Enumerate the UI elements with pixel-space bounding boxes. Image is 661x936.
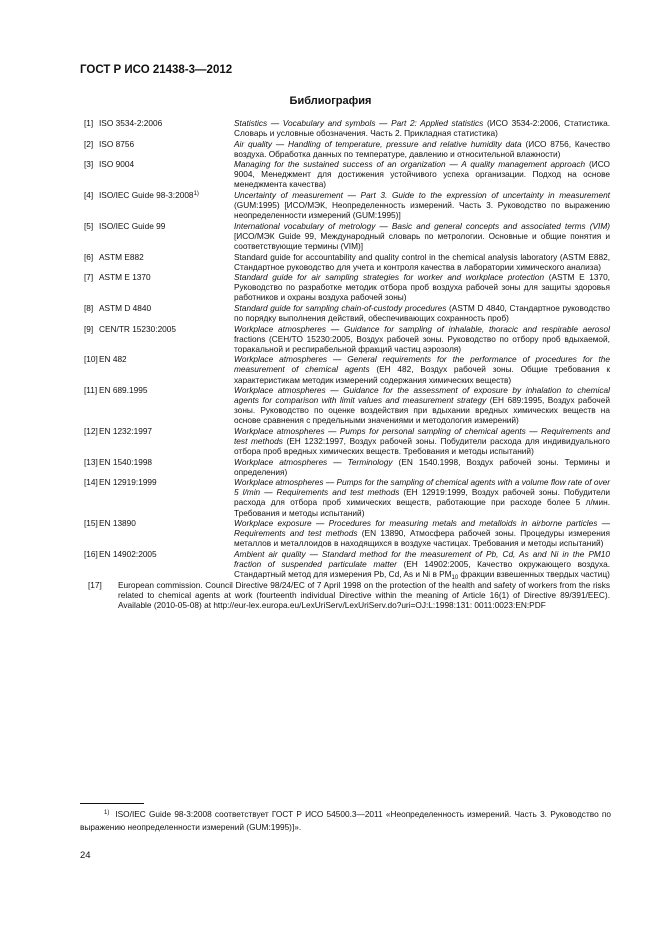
entry-reference — [99, 190, 199, 200]
entry-reference: EN 12919:1999 — [99, 477, 157, 488]
entry-text: [ИСО/МЭК Guide 99, Международный словарь по метрологии. Основные и общие понятия и соответствующие термины (VIM)] — [234, 230, 610, 251]
entry-number: [9] — [84, 323, 94, 334]
entry-title: Ambient air quality — Standard method for the measurement of Pb, Cd, As and Ni in the PM10 fraction of suspended particulate matter — [234, 548, 610, 569]
footnote-ref-mark: 1) — [193, 191, 199, 198]
entry-text: (ASTM E 1370, Руководство по разработке методик отбора проб воздуха рабочей зоны для защиты здоровья работников и охраны воздуха рабочей зоны) — [234, 272, 610, 303]
entry-reference: ASTM E 1370 — [99, 272, 151, 283]
entry-number: [15] — [84, 518, 98, 529]
entry-reference: ISO/IEC Guide 99 — [99, 220, 166, 231]
entry-description — [234, 139, 610, 159]
bibliography-entry — [84, 221, 610, 251]
footnote-separator — [80, 803, 144, 804]
entry-text: Standard guide for accountability and quality control in the chemical analysis laboratory (ASTM E882, Стандартное руководство для учета и контроля качества в лаборатории химического анализа) — [234, 251, 610, 272]
bibliography-entry — [84, 118, 610, 138]
entry-number: [11] — [84, 385, 98, 396]
entry-number: [13] — [84, 456, 98, 467]
entry-text-tail: фракции взвешенных твердых частиц) — [458, 568, 610, 579]
entry-text: (EH 482, Воздух рабочей зоны. Общие требования к характеристикам методик измерений содержания химических веществ) — [234, 364, 610, 385]
entry-text: (ИСО 3534-2:2006, Статистика. Словарь и условные обозначения. Часть 2. Прикладная статистика) — [234, 118, 610, 139]
bibliography-entry — [84, 518, 610, 548]
entry-description — [234, 324, 610, 354]
entry-description — [234, 477, 610, 517]
entry-reference: EN 1232:1997 — [99, 425, 153, 436]
subscript-text: 10 — [451, 574, 459, 581]
entry-title: Workplace atmospheres — General requirements for the performance of procedures for the measurement of chemical agents — [234, 354, 610, 375]
entry-number: [4] — [84, 190, 94, 201]
entry-title: Workplace atmospheres — Pumps for personal sampling of chemical agents — Requirements and test methods — [234, 425, 610, 446]
entry-title: International vocabulary of metrology — Basic and general concepts and associated terms (VIM) — [234, 220, 610, 231]
entry-title: Standard guide for sampling chain-of-custody procedures — [234, 303, 447, 313]
entry-description — [234, 385, 610, 425]
bibliography-entry — [84, 190, 610, 220]
entry-title: Workplace exposure — Procedures for measuring metals and metalloids in airborne particles — Requirements and test methods — [234, 518, 610, 539]
bibliography-entry — [84, 477, 610, 517]
page-number: 24 — [80, 850, 91, 861]
entry-title: Statistics — Vocabulary and symbols — Part 2: Applied statistics — [234, 118, 484, 128]
entry-title: Workplace atmospheres — Pumps for the sampling of chemical agents with a volume flow rate of over 5 l/min — Requirements and test methods — [234, 477, 610, 498]
entry-title: Air quality — Handling of temperature, pressure and relative humidity data — [234, 138, 522, 149]
bibliography-entry — [84, 159, 610, 189]
bibliography-entry — [84, 324, 610, 354]
entry-title: Standard guide for air sampling strategies for worker and workplace protection — [234, 272, 545, 283]
footnote: $^{1)}$ ISO/IEC Guide 98-3:2008 соответствует ГОСТ Р ИСО 54500.3—2011 «Неопределенность измерений. Часть 3. Руководство по выражению неопределенности измерений (GUM:1995)]». — [80, 809, 611, 832]
bibliography-entry — [84, 139, 610, 159]
bibliography-title: Библиография — [289, 95, 372, 107]
entry-reference: EN 14902:2005 — [99, 548, 157, 559]
entry-number: [17] — [88, 580, 102, 591]
entry-text: (EN 13890, Атмосфера рабочей зоны. Процедуры измерения металлов и металлоидов в находящихся в воздухе частицах. Требования и методы испытаний) — [234, 528, 610, 549]
bibliography-entry — [84, 385, 610, 425]
entry-reference: ASTM D 4840 — [99, 303, 152, 313]
bibliography-list — [84, 118, 610, 610]
entry-number: [14] — [84, 477, 98, 488]
entry-reference-text: ISO/IEC Guide 98-3:2008 — [99, 190, 194, 201]
entry-description — [234, 518, 610, 548]
entry-text: (ИСО 8756, Качество воздуха. Обработка данных по температуре, давлению и относительной влажности) — [234, 138, 611, 159]
bibliography-entry — [84, 549, 610, 579]
bibliography-entry — [84, 303, 610, 323]
entry-description — [234, 159, 610, 189]
entry-number: [16] — [84, 548, 98, 559]
document-header: ГОСТ Р ИСО 21438-3—2012 — [80, 64, 233, 76]
entry-number: [12] — [84, 425, 98, 436]
entry-number: [10] — [84, 354, 98, 365]
bibliography-entry — [84, 272, 610, 302]
entry-title: Workplace atmospheres — Terminology — [234, 456, 393, 467]
entry-text: fractions (CEH/TO 15230:2005, Воздух рабочей зоны. Руководство по отбору проб вдыхаемой, торакальной и респирабельной фракций частиц аэрозоля) — [234, 333, 610, 354]
entry-description — [234, 354, 610, 384]
entry-number: [6] — [84, 251, 94, 262]
entry-reference: ISO 9004 — [99, 159, 135, 170]
entry-title: Workplace atmospheres — Guidance for the assessment of exposure by inhalation to chemical agents for comparison with limit values and measurement strategy — [234, 385, 610, 406]
bibliography-entry — [84, 354, 610, 384]
entry-description — [234, 252, 610, 272]
entry-description — [234, 457, 610, 477]
entry-text: (ИСО 9004, Менеджмент для достижения устойчивого успеха организации. Подход на основе менеджмента качества) — [234, 159, 610, 190]
entry-text: (EH 14902:2005, Качество окружающего воздуха. Стандартный метод для измерения Pb, Cd, As и Ni в РМ — [234, 558, 611, 579]
entry-title: Workplace atmospheres — Guidance for sampling of inhalable, thoracic and respirable aerosol — [234, 323, 610, 334]
entry-number: [5] — [84, 220, 94, 231]
entry-number: [7] — [84, 272, 94, 283]
entry-description — [234, 426, 610, 456]
entry-reference: EN 482 — [99, 354, 127, 365]
entry-text: (EH 1232:1997, Воздух рабочей зоны. Побудители расхода для индивидуального отбора проб вредных химических веществ. Требования и методы испытаний) — [234, 435, 610, 457]
entry-number: [1] — [84, 118, 94, 128]
entry-title: Uncertainty of measurement — Part 3. Guide to the expression of uncertainty in measurement — [234, 190, 610, 201]
bibliography-entry — [84, 457, 610, 477]
entry-text: (EH 12919:1999, Воздух рабочей зоны. Побудители расхода для отбора проб химических веществ, работающие при расходе более 5 л/мин. Требования и методы испытаний) — [234, 487, 610, 518]
entry-reference: CEN/TR 15230:2005 — [99, 323, 177, 334]
entry-description — [234, 118, 610, 138]
entry-text: (EH 689:1995, Воздух рабочей зоны. Руководство по оценке воздействия при вдыхании вредных химических веществ на основе сравнения с предельными значениями и методология измерений) — [234, 395, 610, 426]
entry-number: [8] — [84, 303, 94, 313]
entry-reference: EN 13890 — [99, 518, 136, 529]
entry-reference: EN 1540:1998 — [99, 456, 153, 467]
entry-description — [234, 190, 610, 220]
entry-number: [2] — [84, 138, 94, 149]
entry-description — [234, 549, 610, 579]
entry-reference: EN 689.1995 — [99, 385, 148, 396]
footnote-text: ISO/IEC Guide 98-3:2008 соответствует ГОСТ Р ИСО 54500.3—2011 «Неопределенность измерений. Часть 3. Руководство по выражению неопределенности измерений (GUM:1995)]». — [80, 809, 611, 832]
entry-description — [234, 272, 610, 302]
entry-text: (ASTM D 4840, Стандартное руководство по порядку выполнения действий, обеспечивающих сохранность проб) — [234, 303, 610, 324]
bibliography-entry — [84, 580, 610, 610]
entry-text: (EN 1540.1998, Воздух рабочей зоны. Термины и определения) — [234, 456, 610, 477]
entry-reference: ASTM E882 — [99, 251, 144, 262]
bibliography-entry — [84, 252, 610, 272]
entry-reference: ISO 8756 — [99, 138, 135, 149]
entry-description — [234, 303, 610, 323]
entry-number: [3] — [84, 159, 94, 170]
entry-title: Managing for the sustained success of an organization — A quality management approach — [234, 159, 586, 170]
entry-reference: ISO 3534-2:2006 — [99, 118, 163, 128]
entry-description: European commission. Council Directive 98/24/EC of 7 April 1998 on the protection of the health and safety of workers from the risks related to chemical agents at work (fourteenth individual Directive within the meaning of Article 16(1) of Directive 89/391/EEC). Available (2010-05-08) at http://eur-lex.europa.eu/LexUriServ/LexUriServ.do?uri=OJ:L:1998:131: 0011:0023:EN:PDF — [118, 580, 610, 611]
bibliography-entry — [84, 426, 610, 456]
entry-description — [234, 221, 610, 251]
entry-text: (GUM:1995) [ИСО/МЭК, Неопределенность измерений. Часть 3. Руководство по выражению неопределенности измерений (GUM:1995)] — [234, 200, 610, 221]
